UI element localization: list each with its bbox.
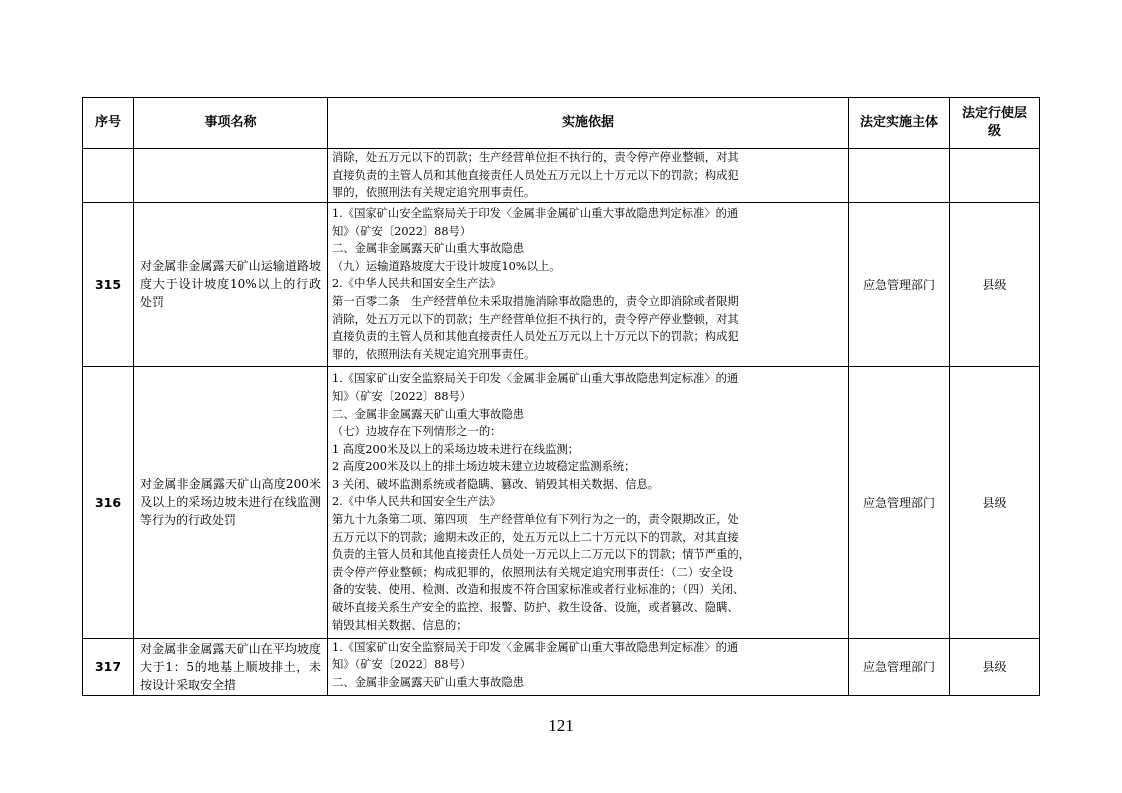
basis-line: 1.《国家矿山安全监察局关于印发〈金属非金属矿山重大事故隐患判定标准〉的通 xyxy=(332,207,739,221)
row-basis xyxy=(328,149,849,203)
row-level: 县级 xyxy=(950,202,1040,366)
basis-line: （七）边坡存在下列情形之一的： xyxy=(332,425,502,439)
row-name xyxy=(134,149,328,203)
basis-line: （九）运输道路坡度大于设计坡度10%以上。 xyxy=(332,259,561,273)
basis-line: 知》（矿安〔2022〕88号） xyxy=(332,224,472,238)
row-no: 315 xyxy=(83,202,134,366)
basis-line: 3 关闭、破坏监测系统或者隐瞒、篡改、销毁其相关数据、信息。 xyxy=(332,477,660,491)
row-name: 对金属非金属露天矿山高度200米及以上的采场边坡未进行在线监测等行为的行政处罚 xyxy=(134,366,328,638)
basis-line: 知》（矿安〔2022〕88号） xyxy=(332,389,472,403)
basis-line: 破坏直接关系生产安全的监控、报警、防护、救生设备、设施，或者篡改、隐瞒、 xyxy=(332,601,739,615)
table-row xyxy=(83,366,1040,638)
table-row xyxy=(83,202,1040,366)
header-name: 事项名称 xyxy=(134,98,328,149)
row-subject: 应急管理部门 xyxy=(849,202,950,366)
row-name: 对金属非金属露天矿山在平均坡度大于1：5的地基上顺坡排土，未按设计采取安全措 xyxy=(134,638,328,695)
header-subject: 法定实施主体 xyxy=(849,98,950,149)
row-subject: 应急管理部门 xyxy=(849,366,950,638)
row-name: 对金属非金属露天矿山运输道路坡度大于设计坡度10%以上的行政处罚 xyxy=(134,202,328,366)
header-basis: 实施依据 xyxy=(328,98,849,149)
header-level-line1: 法定行使层 xyxy=(961,106,1027,121)
basis-line: 直接负责的主管人员和其他直接责任人员处五万元以上十万元以下的罚款；构成犯 xyxy=(332,330,739,344)
basis-line: 1 高度200米及以上的采场边坡未进行在线监测； xyxy=(332,442,579,456)
table-row xyxy=(83,638,1040,695)
basis-line: 1.《国家矿山安全监察局关于印发〈金属非金属矿山重大事故隐患判定标准〉的通 xyxy=(332,372,739,386)
basis-line: 直接负责的主管人员和其他直接责任人员处五万元以上十万元以下的罚款；构成犯 xyxy=(332,168,739,182)
basis-line: 2.《中华人民共和国安全生产法》 xyxy=(332,495,501,509)
basis-line: 备的安装、使用、检测、改造和报废不符合国家标准或者行业标准的；（四）关闭、 xyxy=(332,583,745,597)
basis-line: 1.《国家矿山安全监察局关于印发〈金属非金属矿山重大事故隐患判定标准〉的通 xyxy=(332,640,739,654)
row-level: 县级 xyxy=(950,366,1040,638)
basis-line: 二、金属非金属露天矿山重大事故隐患 xyxy=(332,242,525,256)
row-basis xyxy=(328,202,849,366)
basis-line: 五万元以下的罚款；逾期未改正的，处五万元以上二十万元以下的罚款，对其直接 xyxy=(332,530,739,544)
row-basis xyxy=(328,366,849,638)
row-no xyxy=(83,149,134,203)
row-level xyxy=(950,149,1040,203)
header-level xyxy=(950,98,1040,149)
basis-line: 二、金属非金属露天矿山重大事故隐患 xyxy=(332,675,525,689)
basis-line: 第一百零二条 生产经营单位未采取措施消除事故隐患的，责令立即消除或者限期 xyxy=(332,295,739,309)
basis-line: 二、金属非金属露天矿山重大事故隐患 xyxy=(332,407,525,421)
row-level: 县级 xyxy=(950,638,1040,695)
basis-line: 消除，处五万元以下的罚款；生产经营单位拒不执行的，责令停产停业整顿，对其 xyxy=(332,312,739,326)
row-basis xyxy=(328,638,849,695)
row-no: 317 xyxy=(83,638,134,695)
basis-line: 第九十九条第二项、第四项 生产经营单位有下列行为之一的，责令限期改正，处 xyxy=(332,513,739,527)
page-number: 121 xyxy=(548,716,574,735)
basis-line: 罪的，依照刑法有关规定追究刑事责任。 xyxy=(332,186,536,200)
row-subject: 应急管理部门 xyxy=(849,638,950,695)
basis-line: 销毁其相关数据、信息的； xyxy=(332,618,468,632)
basis-line: 消除，处五万元以下的罚款；生产经营单位拒不执行的，责令停产停业整顿，对其 xyxy=(332,151,739,164)
table-header-row xyxy=(83,98,1040,149)
basis-line: 2 高度200米及以上的排土场边坡未建立边坡稳定监测系统； xyxy=(332,460,636,474)
row-no: 316 xyxy=(83,366,134,638)
basis-line: 2.《中华人民共和国安全生产法》 xyxy=(332,277,501,291)
basis-line: 罪的，依照刑法有关规定追究刑事责任。 xyxy=(332,347,536,361)
row-subject xyxy=(849,149,950,203)
header-level-line2: 级 xyxy=(987,124,1001,139)
basis-line: 知》（矿安〔2022〕88号） xyxy=(332,658,472,672)
header-no: 序号 xyxy=(83,98,134,149)
basis-line: 责令停产停业整顿；构成犯罪的，依照刑法有关规定追究刑事责任：（二）安全设 xyxy=(332,565,734,579)
table-row xyxy=(83,149,1040,203)
basis-line: 负责的主管人员和其他直接责任人员处一万元以上二万元以下的罚款；情节严重的， xyxy=(332,548,750,562)
regulation-table xyxy=(82,97,1040,696)
